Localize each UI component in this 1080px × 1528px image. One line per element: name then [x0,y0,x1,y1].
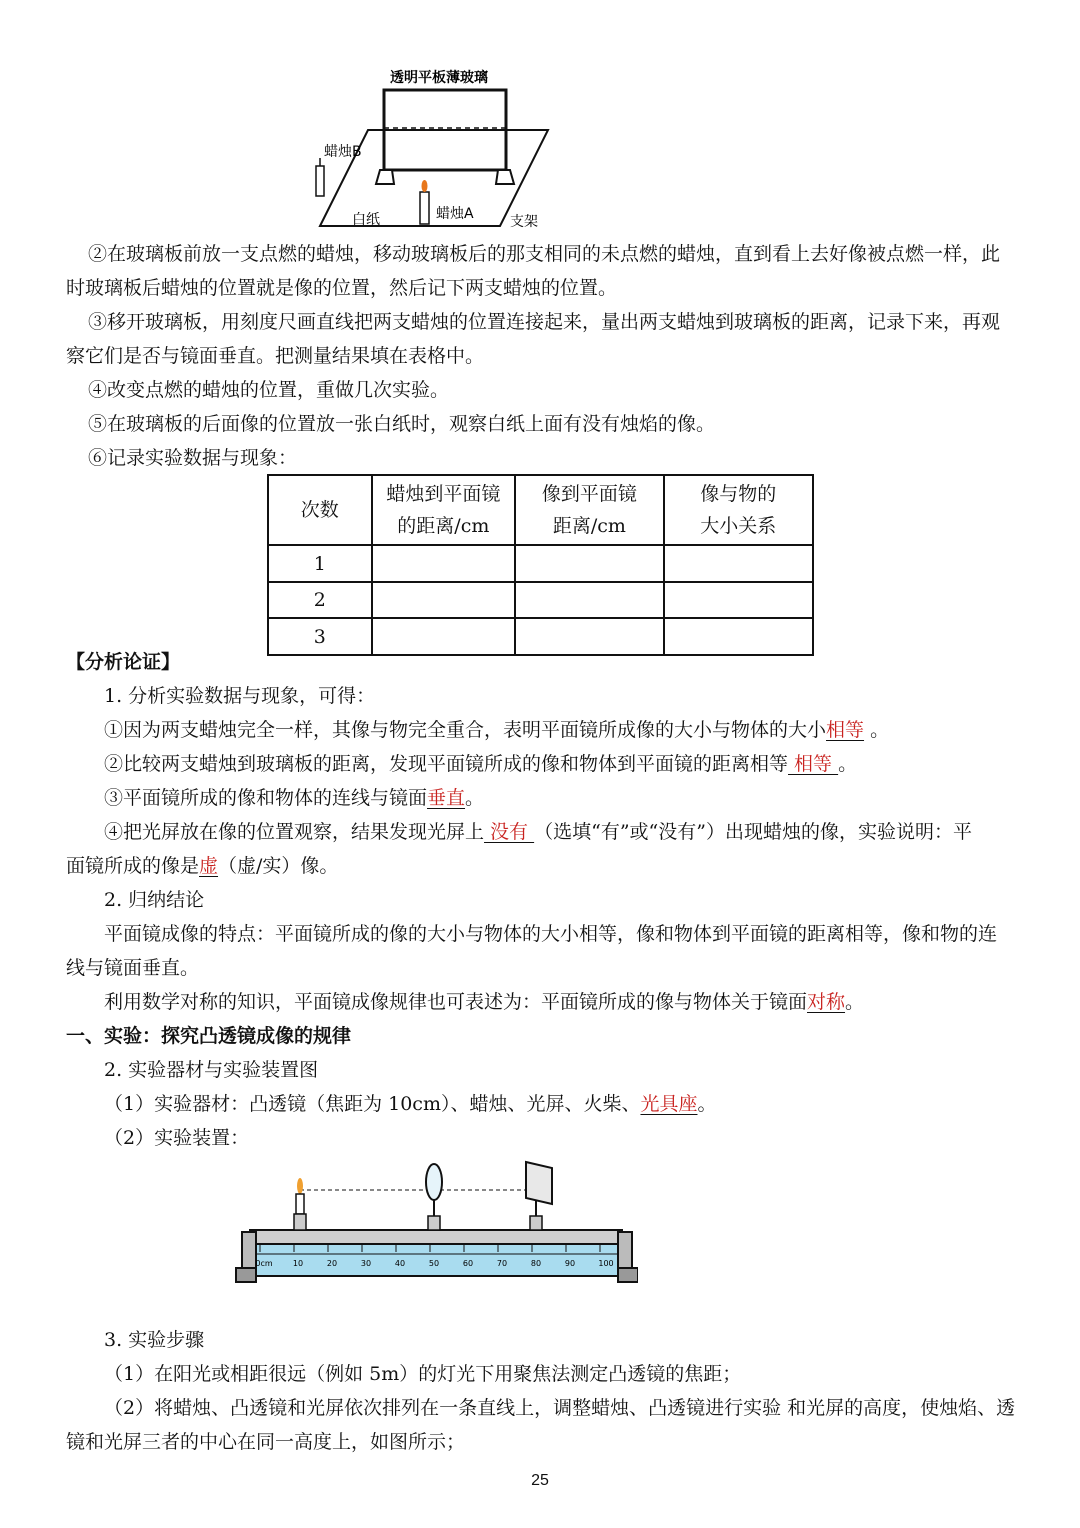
tick-30: 30 [360,1259,372,1268]
table-row: 1 [268,545,813,582]
convex-lens [426,1164,442,1230]
paper-label: 白纸 [352,212,380,228]
lens-section-heading: 一、实验：探究凸透镜成像的规律 [66,1025,352,1047]
materials-title: 2. 实验器材与实验装置图 [104,1059,319,1081]
analysis-4-line-1: ④把光屏放在像的位置观察，结果发现光屏上 没有 （选填“有”或“没有”）出现蜡烛的像，实验说明：平 [104,821,972,843]
table-row: 2 [268,582,813,618]
analysis-1: ①因为两支蜡烛完全一样，其像与物完全重合，表明平面镜所成像的大小与物体的大小相等 。 [104,719,890,741]
step-3-line-2: 察它们是否与镜面垂直。把测量结果填在表格中。 [66,345,485,367]
step-1-focal: （1）在阳光或相距很远（例如 5m）的灯光下用聚焦法测定凸透镜的焦距； [104,1363,742,1385]
tick-40: 40 [394,1259,406,1268]
candle [294,1178,306,1230]
apparatus-label: （2）实验装置： [104,1127,250,1149]
analysis-intro: 1. 分析实验数据与现象，可得： [104,685,376,707]
tick-90: 90 [564,1259,576,1268]
step-2-line-2-lens: 镜和光屏三者的中心在同一高度上，如图所示； [66,1431,466,1453]
tick-70: 70 [496,1259,508,1268]
conclusion-line-1: 平面镜成像的特点：平面镜所成的像的大小与物体的大小相等，像和物体到平面镜的距离相等，像和物的连 [104,923,998,945]
header-count: 次数 [268,475,372,545]
step-2-line-1-lens: （2）将蜡烛、凸透镜和光屏依次排列在一条直线上，调整蜡烛、凸透镜进行实验 和光屏的高度，使烛焰、透 [104,1397,1016,1419]
step-6: ⑥记录实验数据与现象： [88,447,298,469]
header-image-distance: 像到平面镜 距离/cm [515,475,664,545]
tick-10: 10 [292,1259,304,1268]
tick-60: 60 [462,1259,474,1268]
step-5: ⑤在玻璃板的后面像的位置放一张白纸时，观察白纸上面有没有烛焰的像。 [88,413,716,435]
optical-bench-diagram [234,1160,638,1290]
analysis-4-line-2: 面镜所成的像是虚（虚/实）像。 [66,855,339,877]
header-size-relation: 像与物的 大小关系 [664,475,813,545]
analysis-3: ③平面镜所成的像和物体的连线与镜面垂直。 [104,787,485,809]
tick-100: 100 [598,1259,614,1268]
step-2-line-2: 时玻璃板后蜡烛的位置就是像的位置，然后记下两支蜡烛的位置。 [66,277,618,299]
header-object-distance: 蜡烛到平面镜 的距离/cm [372,475,516,545]
analysis-2: ②比较两支蜡烛到玻璃板的距离，发现平面镜所成的像和物体到平面镜的距离相等 相等 。 [104,753,858,775]
conclusion-line-2: 线与镜面垂直。 [66,957,200,979]
candle-b-label: 蜡烛B [324,144,362,160]
step-3-line-1: ③移开玻璃板，用刻度尺画直线把两支蜡烛的位置连接起来，量出两支蜡烛到玻璃板的距离，记录下来，再观 [88,311,1001,333]
candle-a-label: 蜡烛A [436,206,474,222]
light-screen [526,1162,552,1230]
step-4: ④改变点燃的蜡烛的位置，重做几次实验。 [88,379,450,401]
tick-20: 20 [326,1259,338,1268]
stand-label: 支架 [510,214,538,230]
tick-50: 50 [428,1259,440,1268]
glass-label: 透明平板薄玻璃 [390,70,488,86]
step-2-line-1: ②在玻璃板前放一支点燃的蜡烛，移动玻璃板后的那支相同的未点燃的蜡烛，直到看上去好像被点燃一样，此 [88,243,1001,265]
conclusion-symmetry: 利用数学对称的知识，平面镜成像规律也可表述为：平面镜所成的像与物体关于镜面对称。 [104,991,865,1013]
record-table [267,474,814,656]
conclusion-heading: 2. 归纳结论 [104,889,205,911]
table-row: 3 [268,618,813,655]
page-number: 25 [531,1472,549,1489]
plane-mirror-diagram [300,62,560,234]
analysis-heading: 【分析论证】 [66,651,181,673]
steps-title: 3. 实验步骤 [104,1329,205,1351]
tick-0: 0cm [255,1259,273,1268]
materials-list: （1）实验器材：凸透镜（焦距为 10cm）、蜡烛、光屏、火柴、光具座。 [104,1093,717,1115]
tick-80: 80 [530,1259,542,1268]
